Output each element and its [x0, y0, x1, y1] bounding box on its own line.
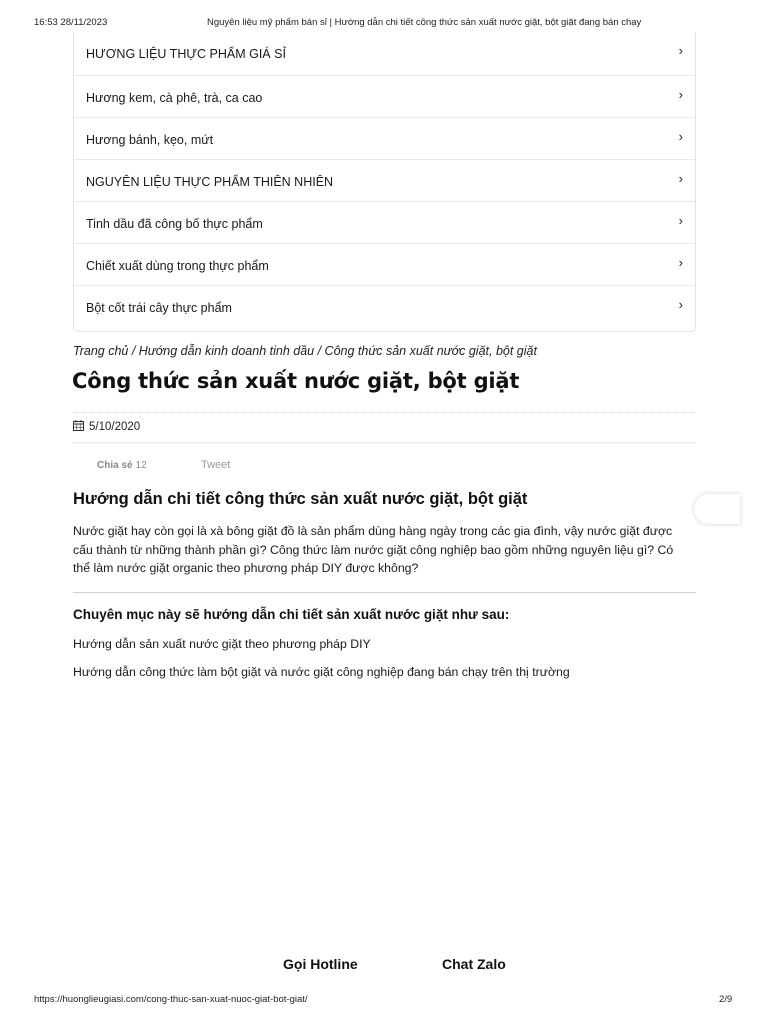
breadcrumb-home-link[interactable]: Trang chủ — [73, 344, 129, 358]
chevron-right-icon: › — [678, 213, 683, 228]
share-label: Chia sẻ — [97, 460, 133, 471]
menu-item-label: Hương kem, cà phê, trà, ca cao — [86, 91, 263, 105]
chevron-right-icon: › — [678, 87, 683, 102]
menu-item-label: HƯƠNG LIỆU THỰC PHẨM GIÁ SỈ — [86, 47, 286, 61]
print-doc-title: Nguyên liệu mỹ phẩm bán sỉ | Hướng dẫn chi tiết công thức sản xuất nước giặt, bột giặt đang bán chạy — [207, 17, 642, 28]
print-page-number: 2/9 — [719, 994, 733, 1005]
print-footer-url: https://huonglieugiasi.com/cong-thuc-san-xuat-nuoc-giat-bot-giat/ — [34, 994, 308, 1005]
chevron-right-icon: › — [678, 297, 683, 312]
article-list-item: Hướng dẫn công thức làm bột giặt và nước giặt công nghiệp đang bán chạy trên thị trường — [73, 665, 570, 679]
breadcrumb — [73, 344, 537, 358]
share-button[interactable] — [97, 460, 147, 471]
print-header — [0, 17, 768, 31]
breadcrumb-current: Công thức sản xuất nước giặt, bột giặt — [324, 344, 537, 358]
chevron-right-icon: › — [678, 171, 683, 186]
menu-item-huong-banh-keo[interactable] — [74, 118, 695, 160]
share-count: 12 — [135, 460, 147, 471]
article-heading: Hướng dẫn chi tiết công thức sản xuất nước giặt, bột giặt — [73, 490, 528, 508]
calendar-icon — [73, 420, 84, 434]
breadcrumb-category-link[interactable]: Hướng dẫn kinh doanh tinh dầu — [138, 344, 315, 358]
post-date — [73, 420, 140, 434]
menu-item-tinh-dau[interactable] — [74, 202, 695, 244]
divider — [73, 412, 696, 413]
article-list-item: Hướng dẫn sản xuất nước giặt theo phương pháp DIY — [73, 637, 371, 651]
section-divider — [73, 592, 696, 593]
intro-line: thể làm nước giặt organic theo phương pháp DIY được không? — [73, 561, 419, 575]
breadcrumb-separator: / — [128, 344, 139, 358]
menu-item-huong-kem[interactable] — [74, 76, 695, 118]
menu-item-chiet-xuat[interactable] — [74, 244, 695, 286]
article-intro — [73, 522, 698, 578]
page-title: Công thức sản xuất nước giặt, bột giặt — [72, 369, 520, 393]
menu-item-label: Chiết xuất dùng trong thực phẩm — [86, 259, 269, 273]
menu-item-nguyen-lieu-thien-nhien[interactable] — [74, 160, 695, 202]
post-date-text: 5/10/2020 — [89, 421, 141, 433]
chevron-right-icon: › — [678, 129, 683, 144]
divider — [73, 442, 696, 443]
article-subheading: Chuyên mục này sẽ hướng dẫn chi tiết sản xuất nước giặt như sau: — [73, 607, 510, 622]
menu-item-huong-lieu-thuc-pham-gia-si[interactable] — [74, 32, 695, 76]
menu-item-label: NGUYÊN LIỆU THỰC PHẨM THIÊN NHIÊN — [86, 175, 334, 189]
hotline-button[interactable]: Gọi Hotline — [283, 956, 358, 972]
menu-item-label: Hương bánh, kẹo, mứt — [86, 133, 214, 147]
chat-zalo-button[interactable]: Chat Zalo — [442, 956, 506, 972]
tweet-button[interactable]: Tweet — [201, 459, 231, 471]
menu-item-label: Tinh dầu đã công bố thực phẩm — [86, 217, 263, 231]
category-menu — [73, 32, 696, 332]
floating-side-button[interactable] — [694, 494, 740, 524]
breadcrumb-separator: / — [314, 344, 325, 358]
menu-item-label: Bột cốt trái cây thực phẩm — [86, 301, 232, 315]
intro-line: Nước giặt hay còn gọi là xà bông giặt đồ là sản phẩm dùng hàng ngày trong các gia đình, vậy nước giặt được — [73, 524, 673, 538]
chevron-right-icon: › — [678, 43, 683, 58]
menu-item-bot-cot-trai-cay[interactable] — [74, 286, 695, 328]
print-timestamp: 16:53 28/11/2023 — [34, 17, 108, 28]
chevron-right-icon: › — [678, 255, 683, 270]
intro-line: cấu thành từ những thành phần gì? Công thức làm nước giặt công nghiệp bao gồm những nguyên liệu gì? Có — [73, 542, 674, 557]
